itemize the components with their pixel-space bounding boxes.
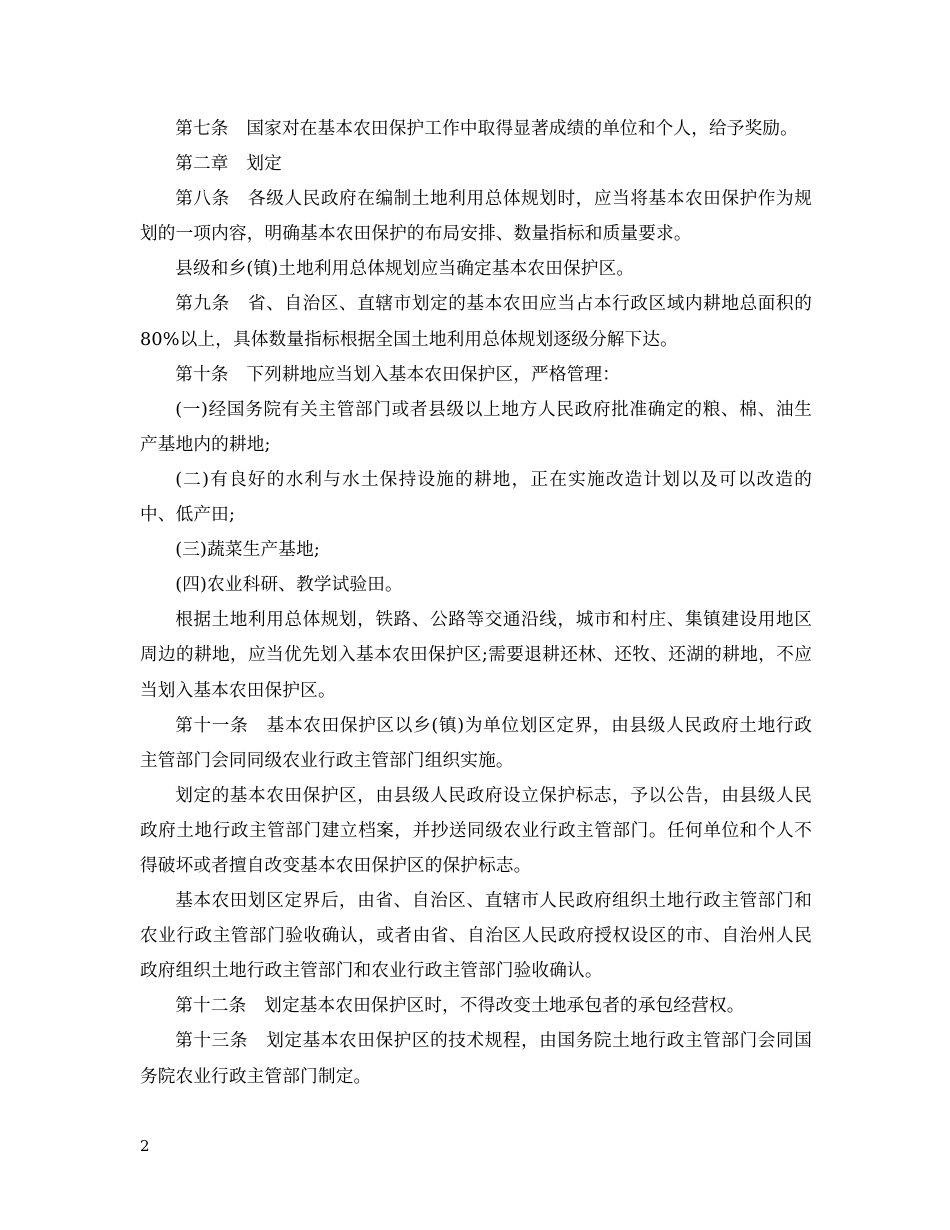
- paragraph-article-13: 第十三条 划定基本农田保护区的技术规程，由国务院土地行政主管部门会同国务院农业行政主管部门制定。: [140, 1031, 812, 1087]
- list-item-3: (三)蔬菜生产基地;: [175, 540, 320, 561]
- paragraph-article-10: 第十条 下列耕地应当划入基本农田保护区，严格管理：: [175, 364, 621, 385]
- chapter-heading: 第二章 划定: [175, 154, 282, 175]
- paragraph-county-plan: 县级和乡(镇)土地利用总体规划应当确定基本农田保护区。: [175, 259, 635, 280]
- paragraph-article-8: 第八条 各级人民政府在编制土地利用总体规划时，应当将基本农田保护作为规划的一项内容，明确基本农田保护的布局安排、数量指标和质量要求。: [140, 189, 812, 245]
- paragraph-article-12: 第十二条 划定基本农田保护区时，不得改变土地承包者的承包经营权。: [175, 996, 745, 1017]
- list-item-4: (四)农业科研、教学试验田。: [175, 575, 403, 596]
- paragraph-protection-signs: 划定的基本农田保护区，由县级人民政府设立保护标志，予以公告，由县级人民政府土地行政主管部门建立档案，并抄送同级农业行政主管部门。任何单位和个人不得破坏或者擅自改变基本农田保护区的保护标志。: [140, 785, 812, 876]
- paragraph-article-7: 第七条 国家对在基本农田保护工作中取得显著成绩的单位和个人，给予奖励。: [175, 119, 798, 139]
- paragraph-article-9: 第九条 省、自治区、直辖市划定的基本农田应当占本行政区域内耕地总面积的80%以上，具体数量指标根据全国土地利用总体规划逐级分解下达。: [140, 294, 812, 350]
- body-text: [140, 112, 812, 1095]
- list-item-1: (一)经国务院有关主管部门或者县级以上地方人民政府批准确定的粮、棉、油生产基地内的耕地;: [140, 399, 812, 455]
- paragraph-article-11: 第十一条 基本农田保护区以乡(镇)为单位划区定界，由县级人民政府土地行政主管部门会同同级农业行政主管部门组织实施。: [140, 715, 812, 771]
- paragraph-transport-corridors: 根据土地利用总体规划，铁路、公路等交通沿线，城市和村庄、集镇建设用地区周边的耕地，应当优先划入基本农田保护区;需要退耕还林、还牧、还湖的耕地，不应当划入基本农田保护区。: [140, 610, 812, 701]
- page-number: 2: [140, 1137, 150, 1155]
- list-item-2: (二)有良好的水利与水土保持设施的耕地，正在实施改造计划以及可以改造的中、低产田;: [140, 469, 812, 526]
- paragraph-acceptance: 基本农田划区定界后，由省、自治区、直辖市人民政府组织土地行政主管部门和农业行政主管部门验收确认，或者由省、自治区人民政府授权设区的市、自治州人民政府组织土地行政主管部门和农业行政主管部门验收确认。: [140, 891, 812, 982]
